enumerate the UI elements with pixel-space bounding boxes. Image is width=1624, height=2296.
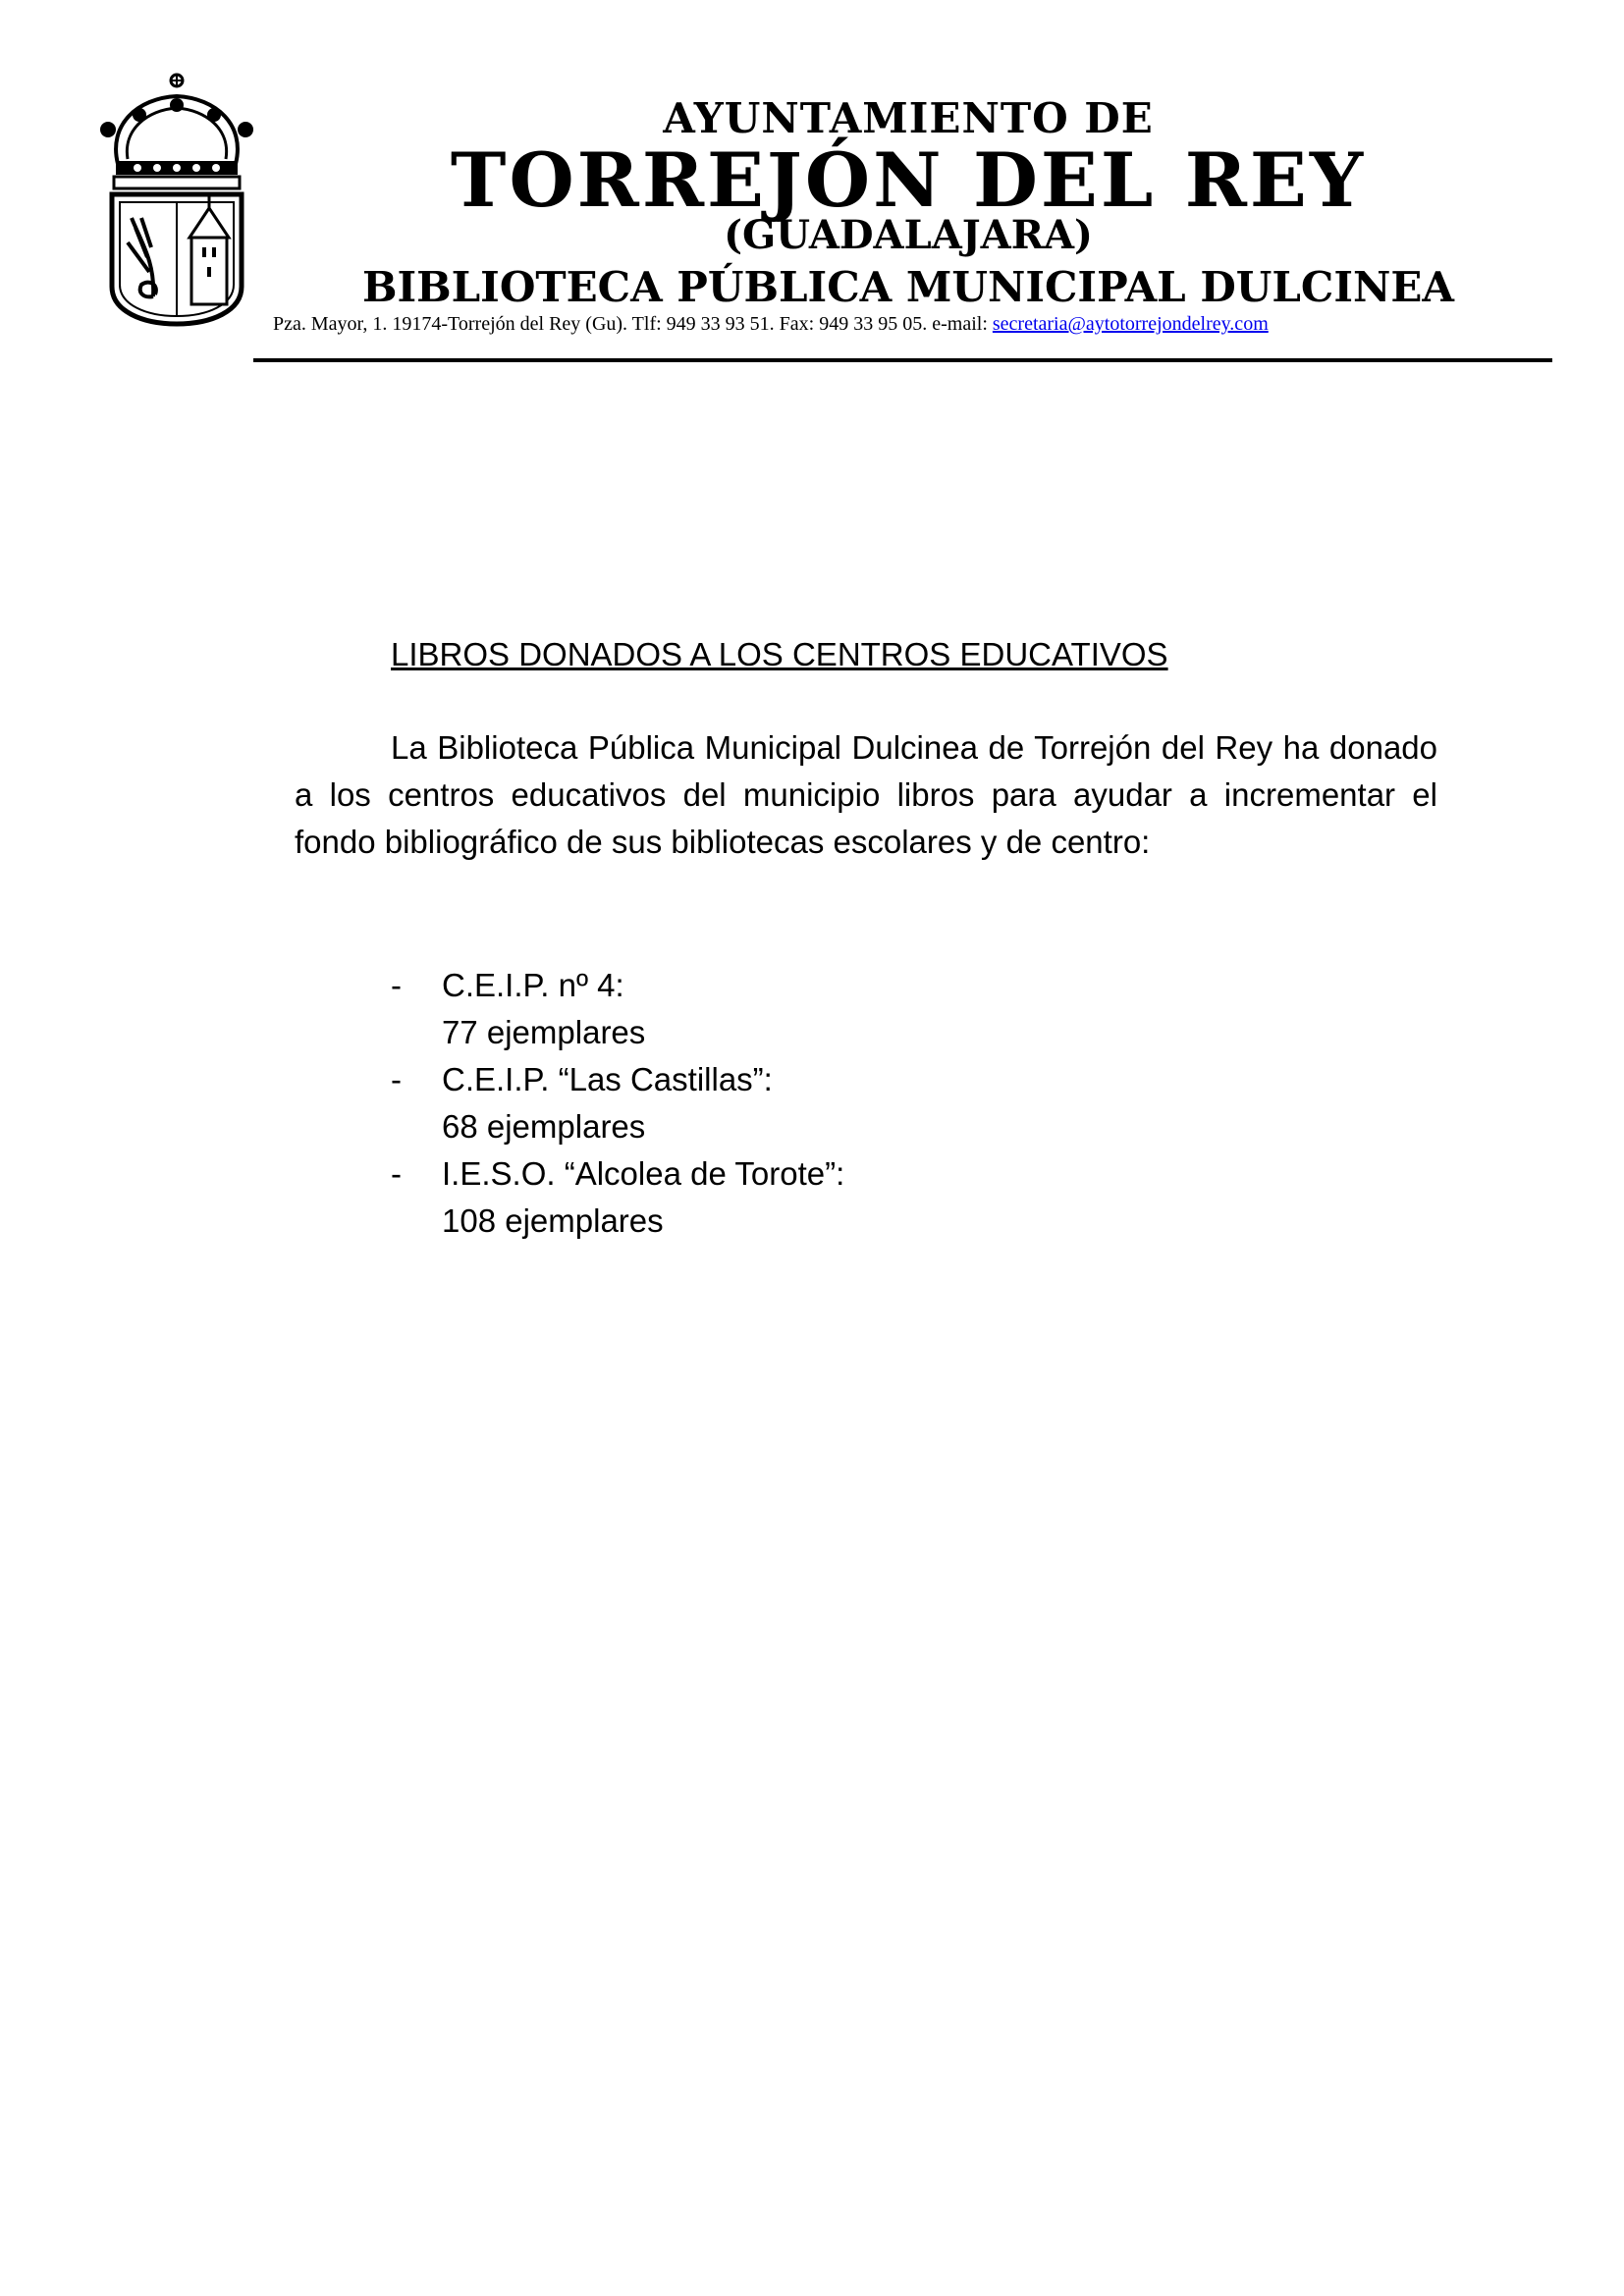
document-title: LIBROS DONADOS A LOS CENTROS EDUCATIVOS <box>391 636 1168 672</box>
list-item <box>391 1150 844 1245</box>
school-name: C.E.I.P. nº 4: <box>442 967 624 1003</box>
list-item <box>391 1056 844 1150</box>
copies-count: 77 ejemplares <box>442 1014 646 1050</box>
school-name: I.E.S.O. “Alcolea de Torote”: <box>442 1155 845 1192</box>
header-divider <box>253 358 1552 362</box>
contact-address: Pza. Mayor, 1. 19174-Torrejón del Rey (Gu). Tlf: 949 33 93 51. Fax: 949 33 95 05. e-mail: <box>273 313 993 335</box>
copies-count: 68 ejemplares <box>442 1108 646 1145</box>
header-contact <box>273 313 1269 336</box>
paragraph-text: La Biblioteca Pública Municipal Dulcinea de Torrejón del Rey ha donado a los centros educativos del municipio libros para ayudar a incrementar el fondo bibliográfico de sus bibliotecas escolares y de centro: <box>295 729 1437 860</box>
list-item <box>391 962 844 1056</box>
header-province: (GUADALAJARA) <box>724 212 1093 258</box>
school-name: C.E.I.P. “Las Castillas”: <box>442 1061 773 1097</box>
contact-email-link[interactable]: secretaria@aytotorrejondelrey.com <box>992 313 1269 335</box>
list-dash: - <box>391 967 402 1003</box>
list-dash: - <box>391 1061 402 1097</box>
document-paragraph <box>295 724 1437 866</box>
list-dash: - <box>391 1155 402 1192</box>
copies-count: 108 ejemplares <box>442 1202 664 1239</box>
donation-list <box>391 962 844 1245</box>
coat-of-arms-icon <box>98 71 255 328</box>
header-library-name: BIBLIOTECA PÚBLICA MUNICIPAL DULCINEA <box>362 263 1454 311</box>
header-line-ayuntamiento: AYUNTAMIENTO DE <box>663 94 1154 142</box>
header-town-name: TORREJÓN DEL REY <box>450 136 1367 224</box>
